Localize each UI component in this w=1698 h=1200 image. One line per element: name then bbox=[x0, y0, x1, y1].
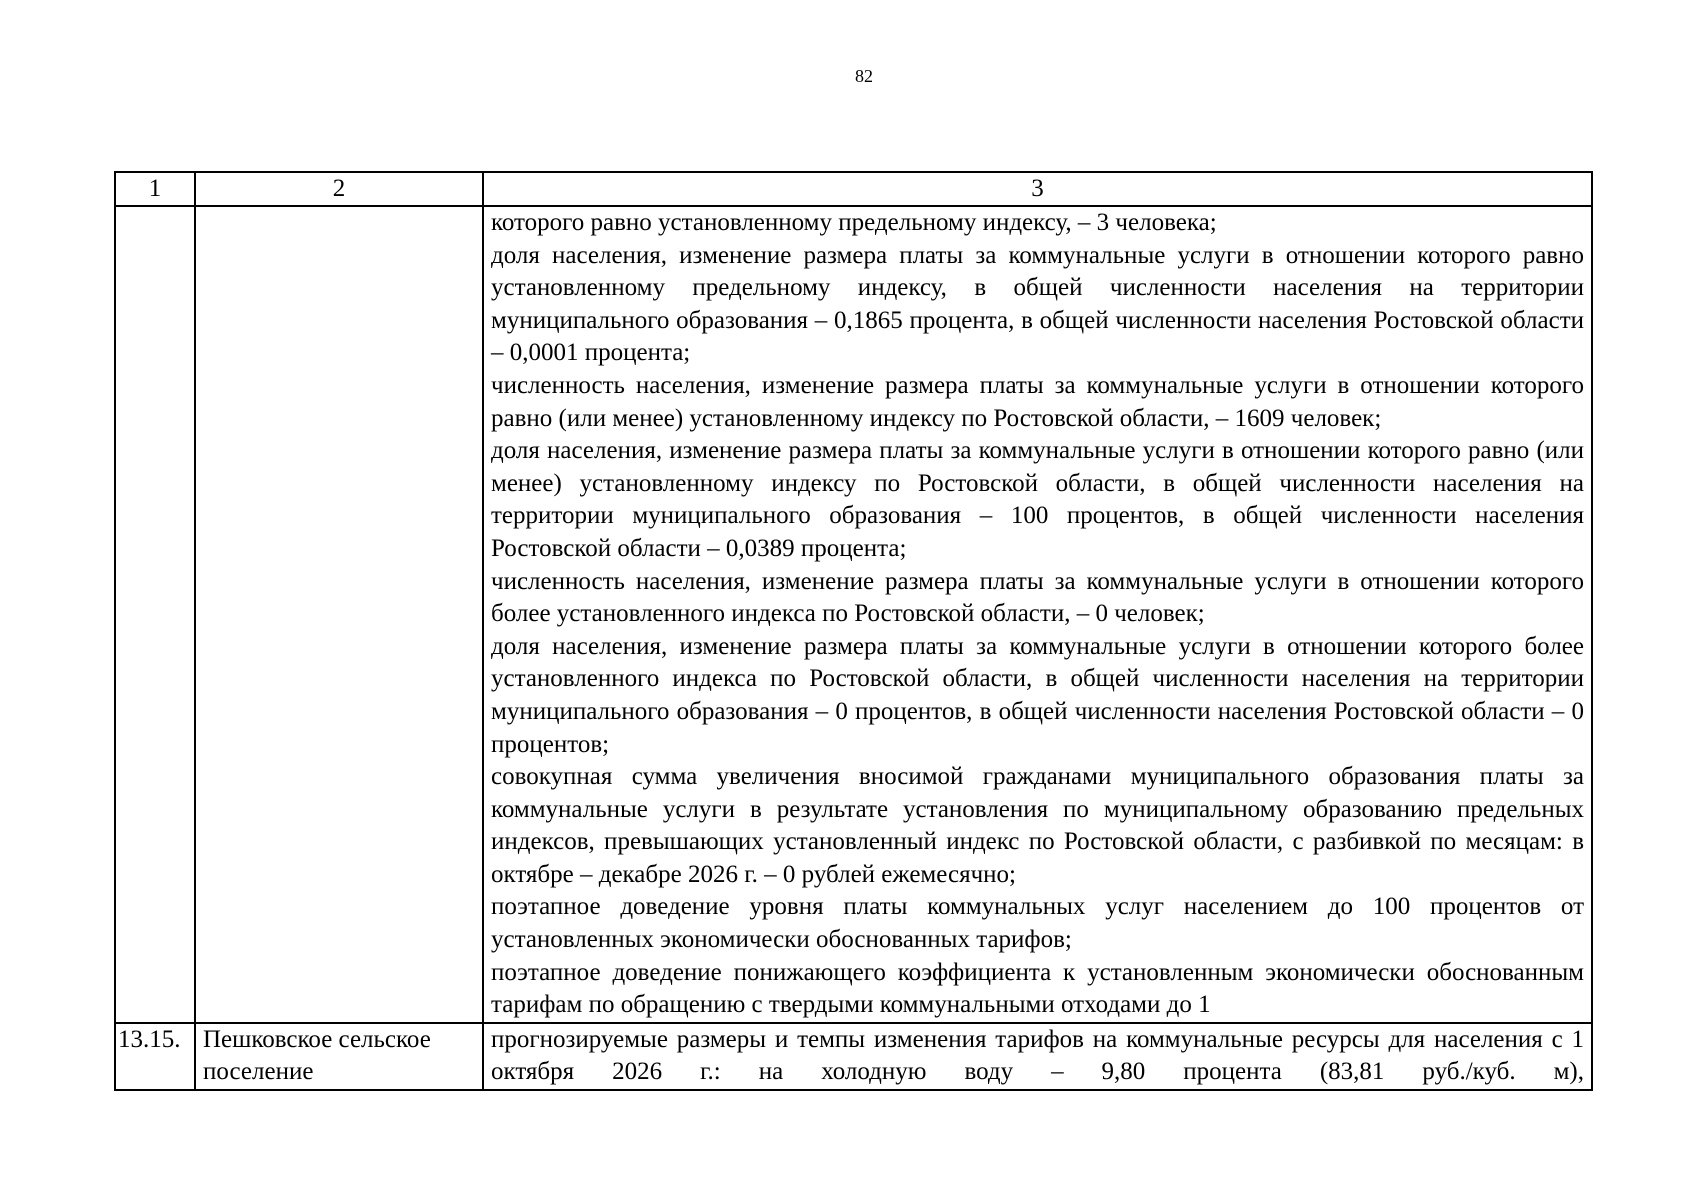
paragraph-7: совокупная сумма увеличения вносимой гражданами муниципального образования платы за коммунальные услуги в результате установления по муниципальному образованию предельных индексов, превышающих установленный индекс по Ростовской области, с разбивкой по месяцам: в октябре – декабре 2026 г. – 0 рублей ежемесячно; bbox=[491, 763, 1584, 888]
table-header-row bbox=[115, 172, 1592, 206]
header-col-1: 1 bbox=[115, 172, 195, 206]
paragraph-3: численность населения, изменение размера платы за коммунальные услуги в отношении которого равно (или менее) установленному индексу по Ростовской области, – 1609 человек; bbox=[491, 371, 1584, 432]
continuation-text-cell bbox=[483, 206, 1592, 1023]
table-row-13-15 bbox=[115, 1023, 1592, 1090]
paragraph-5: численность населения, изменение размера платы за коммунальные услуги в отношении которого более установленного индекса по Ростовской области, – 0 человек; bbox=[491, 567, 1584, 628]
row-number-13-15: 13.15. bbox=[115, 1023, 195, 1090]
paragraph-2: доля населения, изменение размера платы за коммунальные услуги в отношении которого равно установленному предельному индексу, в общей численности населения на территории муниципального образования – 0,1865 процента, в общей численности населения Ростовской области – 0,0001 процента; bbox=[491, 241, 1584, 367]
continuation-name-cell bbox=[195, 206, 483, 1023]
tariff-forecast-paragraph: прогнозируемые размеры и темпы изменения тарифов на коммунальные ресурсы для населения с 1 октября 2026 г.: на холодную воду – 9,80 процента (83,81 руб./куб. м), bbox=[491, 1025, 1584, 1086]
settlement-name: Пешковское сельское поселение bbox=[195, 1023, 483, 1090]
paragraph-4: доля населения, изменение размера платы за коммунальные услуги в отношении которого равно (или менее) установленному индексу по Ростовской области, в общей численности населения на территории муниципального образования – 100 процентов, в общей численности населения Ростовской области – 0,0389 процента; bbox=[491, 437, 1584, 562]
paragraph-9: поэтапное доведение понижающего коэффициента к установленным экономически обоснованным тарифам по обращению с твердыми коммунальными отходами до 1 bbox=[491, 958, 1584, 1019]
paragraph-8: поэтапное доведение уровня платы коммунальных услуг населением до 100 процентов от установленных экономически обоснованных тарифов; bbox=[491, 893, 1584, 954]
continuation-number-cell bbox=[115, 206, 195, 1023]
tariff-forecast-text bbox=[483, 1023, 1592, 1090]
header-col-3: 3 bbox=[483, 172, 1592, 206]
paragraph-1: которого равно установленному предельному индексу, – 3 человека; bbox=[491, 209, 1217, 236]
document-table bbox=[114, 171, 1593, 1091]
table-row-continuation bbox=[115, 206, 1592, 1023]
header-col-2: 2 bbox=[195, 172, 483, 206]
page-number: 82 bbox=[855, 66, 873, 86]
paragraph-6: доля населения, изменение размера платы за коммунальные услуги в отношении которого более установленного индекса по Ростовской области, в общей численности населения на территории муниципального образования – 0 процентов, в общей численности населения Ростовской области – 0 процентов; bbox=[491, 632, 1584, 758]
